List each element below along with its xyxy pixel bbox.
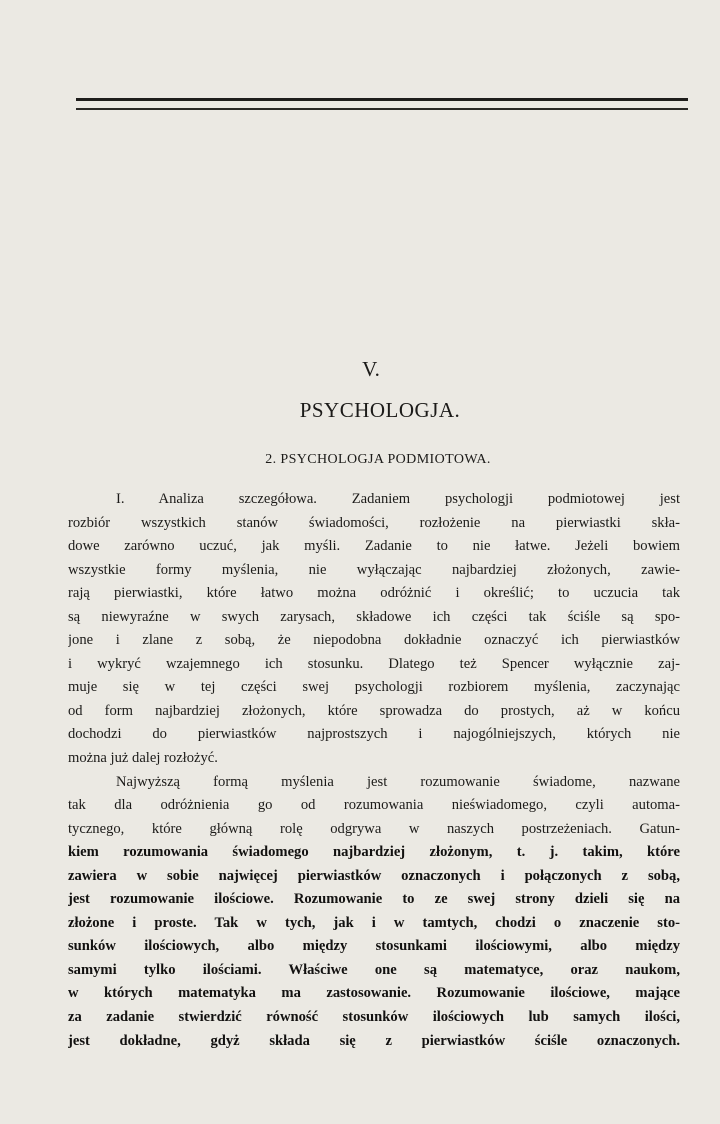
text-line: złożone i proste. Tak w tych, jak i w tamtych, chodzi o znaczenie sto-: [68, 914, 680, 931]
text-line: dowe zarówno uczuć, jak myśli. Zadanie to nie łatwe. Jeżeli bowiem: [68, 538, 680, 555]
text-line: są niewyraźne w swych zarysach, składowe ich części tak ściśle są spo-: [68, 608, 680, 625]
text-line: i wykryć wzajemnego ich stosunku. Dlatego też Spencer wyłącznie zaj-: [68, 655, 680, 672]
text-line: dochodzi do pierwiastków najprostszych i najogólniejszych, których nie: [68, 726, 680, 743]
text-line: za zadanie stwierdzić równość stosunków ilościowych lub samych ilości,: [68, 1009, 680, 1026]
section-title: 2. PSYCHOLOGJA PODMIOTOWA.: [265, 452, 491, 467]
text-line: jone i zlane z sobą, że niepodobna dokładnie oznaczyć ich pierwiastków: [68, 632, 680, 649]
text-line: rozbiór wszystkich stanów świadomości, rozłożenie na pierwiastki skła-: [68, 514, 680, 531]
text-line: jest dokładne, gdyż składa się z pierwiastków ściśle oznaczonych.: [68, 1032, 680, 1049]
text-line: muje się w tej części swej psychologji rozbiorem myślenia, zaczynając: [68, 679, 680, 696]
text-line: w których matematyka ma zastosowanie. Rozumowanie ilościowe, mające: [68, 985, 680, 1002]
text-line: samymi tylko ilościami. Właściwe one są matematyce, oraz naukom,: [68, 961, 680, 978]
text-line: jest rozumowanie ilościowe. Rozumowanie to ze swej strony dzieli się na: [68, 891, 680, 908]
header-rule-bottom: [76, 108, 688, 110]
text-line: sunków ilościowych, albo między stosunkami ilościowymi, albo między: [68, 938, 680, 955]
text-line: Najwyższą formą myślenia jest rozumowanie świadome, nazwane: [116, 773, 680, 790]
text-line: tycznego, które główną rolę odgrywa w naszych postrzeżeniach. Gatun-: [68, 820, 680, 837]
text-line: wszystkie formy myślenia, nie wyłączając najbardziej złożonych, zawie-: [68, 561, 680, 578]
text-line: rają pierwiastki, które łatwo można odróżnić i określić; to uczucia tak: [68, 585, 680, 602]
text-line: można już dalej rozłożyć.: [68, 750, 218, 767]
header-rule-top: [76, 98, 688, 101]
text-line: tak dla odróżnienia go od rozumowania nieświadomego, czyli automa-: [68, 797, 680, 814]
text-line: I. Analiza szczegółowa. Zadaniem psychologji podmiotowej jest: [116, 491, 680, 507]
text-line: kiem rozumowania świadomego najbardziej złożonym, t. j. takim, które: [68, 844, 680, 861]
chapter-title: PSYCHOLOGJA.: [299, 398, 461, 422]
chapter-number: V.: [362, 357, 380, 381]
body-text: [68, 488, 680, 1053]
text-line: od form najbardziej złożonych, które sprowadza do prostych, aż w końcu: [68, 702, 680, 719]
text-line: zawiera w sobie najwięcej pierwiastków oznaczonych i połączonych z sobą,: [68, 867, 680, 884]
